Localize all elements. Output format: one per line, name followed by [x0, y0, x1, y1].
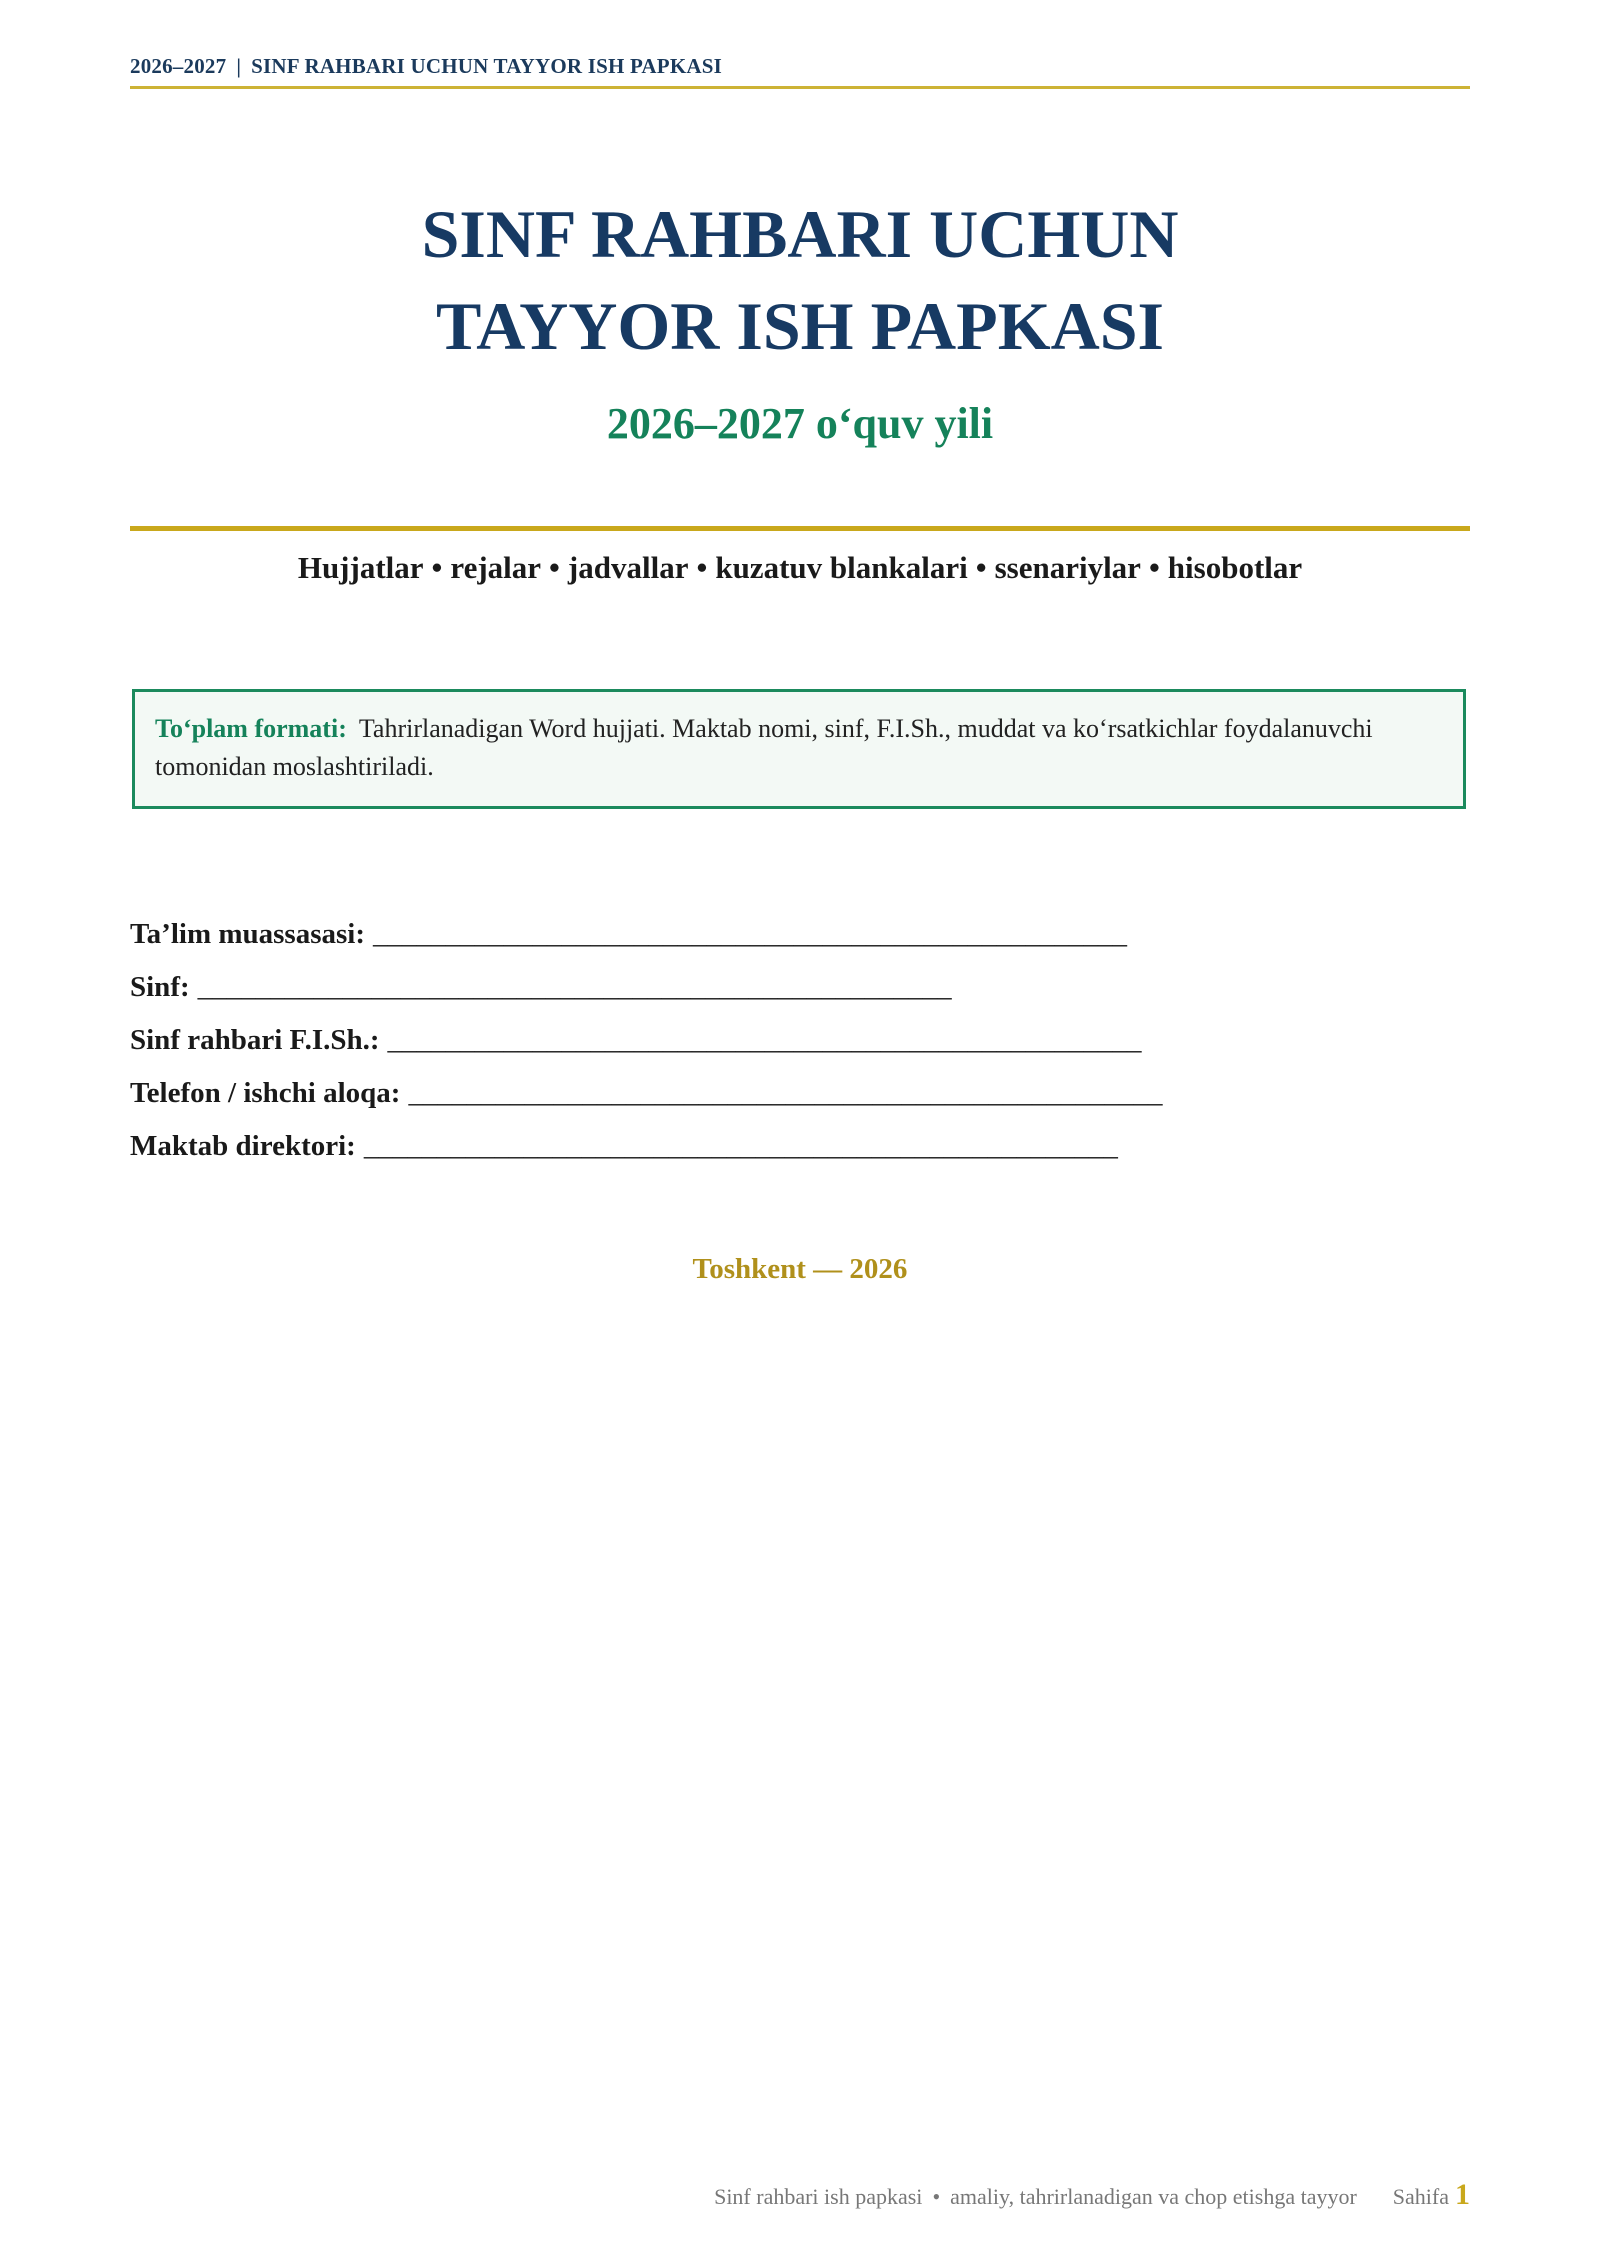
field-director	[130, 1130, 1470, 1183]
tagline-bullet: •	[431, 550, 443, 585]
header-rule	[130, 86, 1470, 89]
field-label: Telefon / ishchi aloqa:	[130, 1077, 401, 1109]
cover-title-line-1: SINF RAHBARI UCHUN	[421, 196, 1179, 272]
tagline-bullet: •	[975, 550, 987, 585]
format-note-box	[132, 689, 1466, 809]
document-page	[130, 0, 1470, 2262]
footer-bullet: •	[932, 2184, 941, 2209]
tagline-bullet: •	[549, 550, 560, 585]
format-note-label: To‘plam formati:	[155, 714, 347, 743]
field-blank-line[interactable]: ____________________________________________________	[197, 971, 952, 1003]
footer-right-text: amaliy, tahrirlanadigan va chop etishga tayyor	[950, 2184, 1357, 2209]
tagline-bullet: •	[1148, 550, 1160, 585]
info-fields	[130, 918, 1470, 1183]
tagline-bullet: •	[696, 550, 708, 585]
cover-subtitle: 2026–2027 o‘quv yili	[606, 399, 994, 448]
field-blank-line[interactable]: ____________________________________________________	[387, 1024, 1142, 1056]
tagline-item: Hujjatlar	[297, 550, 424, 585]
field-blank-line[interactable]: ____________________________________________________	[363, 1130, 1118, 1162]
field-label: Sinf:	[130, 971, 190, 1003]
running-header	[130, 54, 722, 79]
field-class	[130, 971, 1470, 1024]
cover-title-line-2: TAYYOR ISH PAPKASI	[436, 288, 1164, 364]
cover-tagline	[130, 550, 1470, 586]
field-blank-line[interactable]: ____________________________________________________	[408, 1077, 1163, 1109]
format-note-text: Tahrirlanadigan Word hujjati. Maktab nomi, sinf, F.I.Sh., muddat va ko‘rsatkichlar foydalanuvchi tomonidan moslashtiriladi.	[155, 714, 1373, 781]
field-blank-line[interactable]: ____________________________________________________	[373, 918, 1128, 950]
gold-divider	[130, 526, 1470, 531]
header-year: 2026–2027	[130, 54, 227, 78]
footer-page-number: 1	[1455, 2178, 1470, 2211]
tagline-item: hisobotlar	[1167, 550, 1303, 585]
header-separator: |	[236, 54, 242, 78]
header-title: SINF RAHBARI UCHUN TAYYOR ISH PAPKASI	[251, 54, 722, 78]
tagline-item: rejalar	[450, 550, 542, 585]
field-label: Sinf rahbari F.I.Sh.:	[130, 1024, 380, 1056]
page-footer	[714, 2178, 1470, 2212]
field-label: Ta’lim muassasasi:	[130, 918, 366, 950]
tagline-item: jadvallar	[567, 550, 689, 585]
footer-page-label: Sahifa	[1392, 2184, 1449, 2209]
cover-title	[130, 188, 1470, 372]
footer-left-text: Sinf rahbari ish papkasi	[714, 2184, 923, 2209]
field-teacher-name	[130, 1024, 1470, 1077]
field-phone	[130, 1077, 1470, 1130]
field-label: Maktab direktori:	[130, 1130, 356, 1162]
tagline-item: kuzatuv blankalari	[715, 550, 968, 585]
tagline-item: ssenariylar	[994, 550, 1141, 585]
city-year: Toshkent — 2026	[692, 1253, 908, 1285]
field-institution	[130, 918, 1470, 971]
